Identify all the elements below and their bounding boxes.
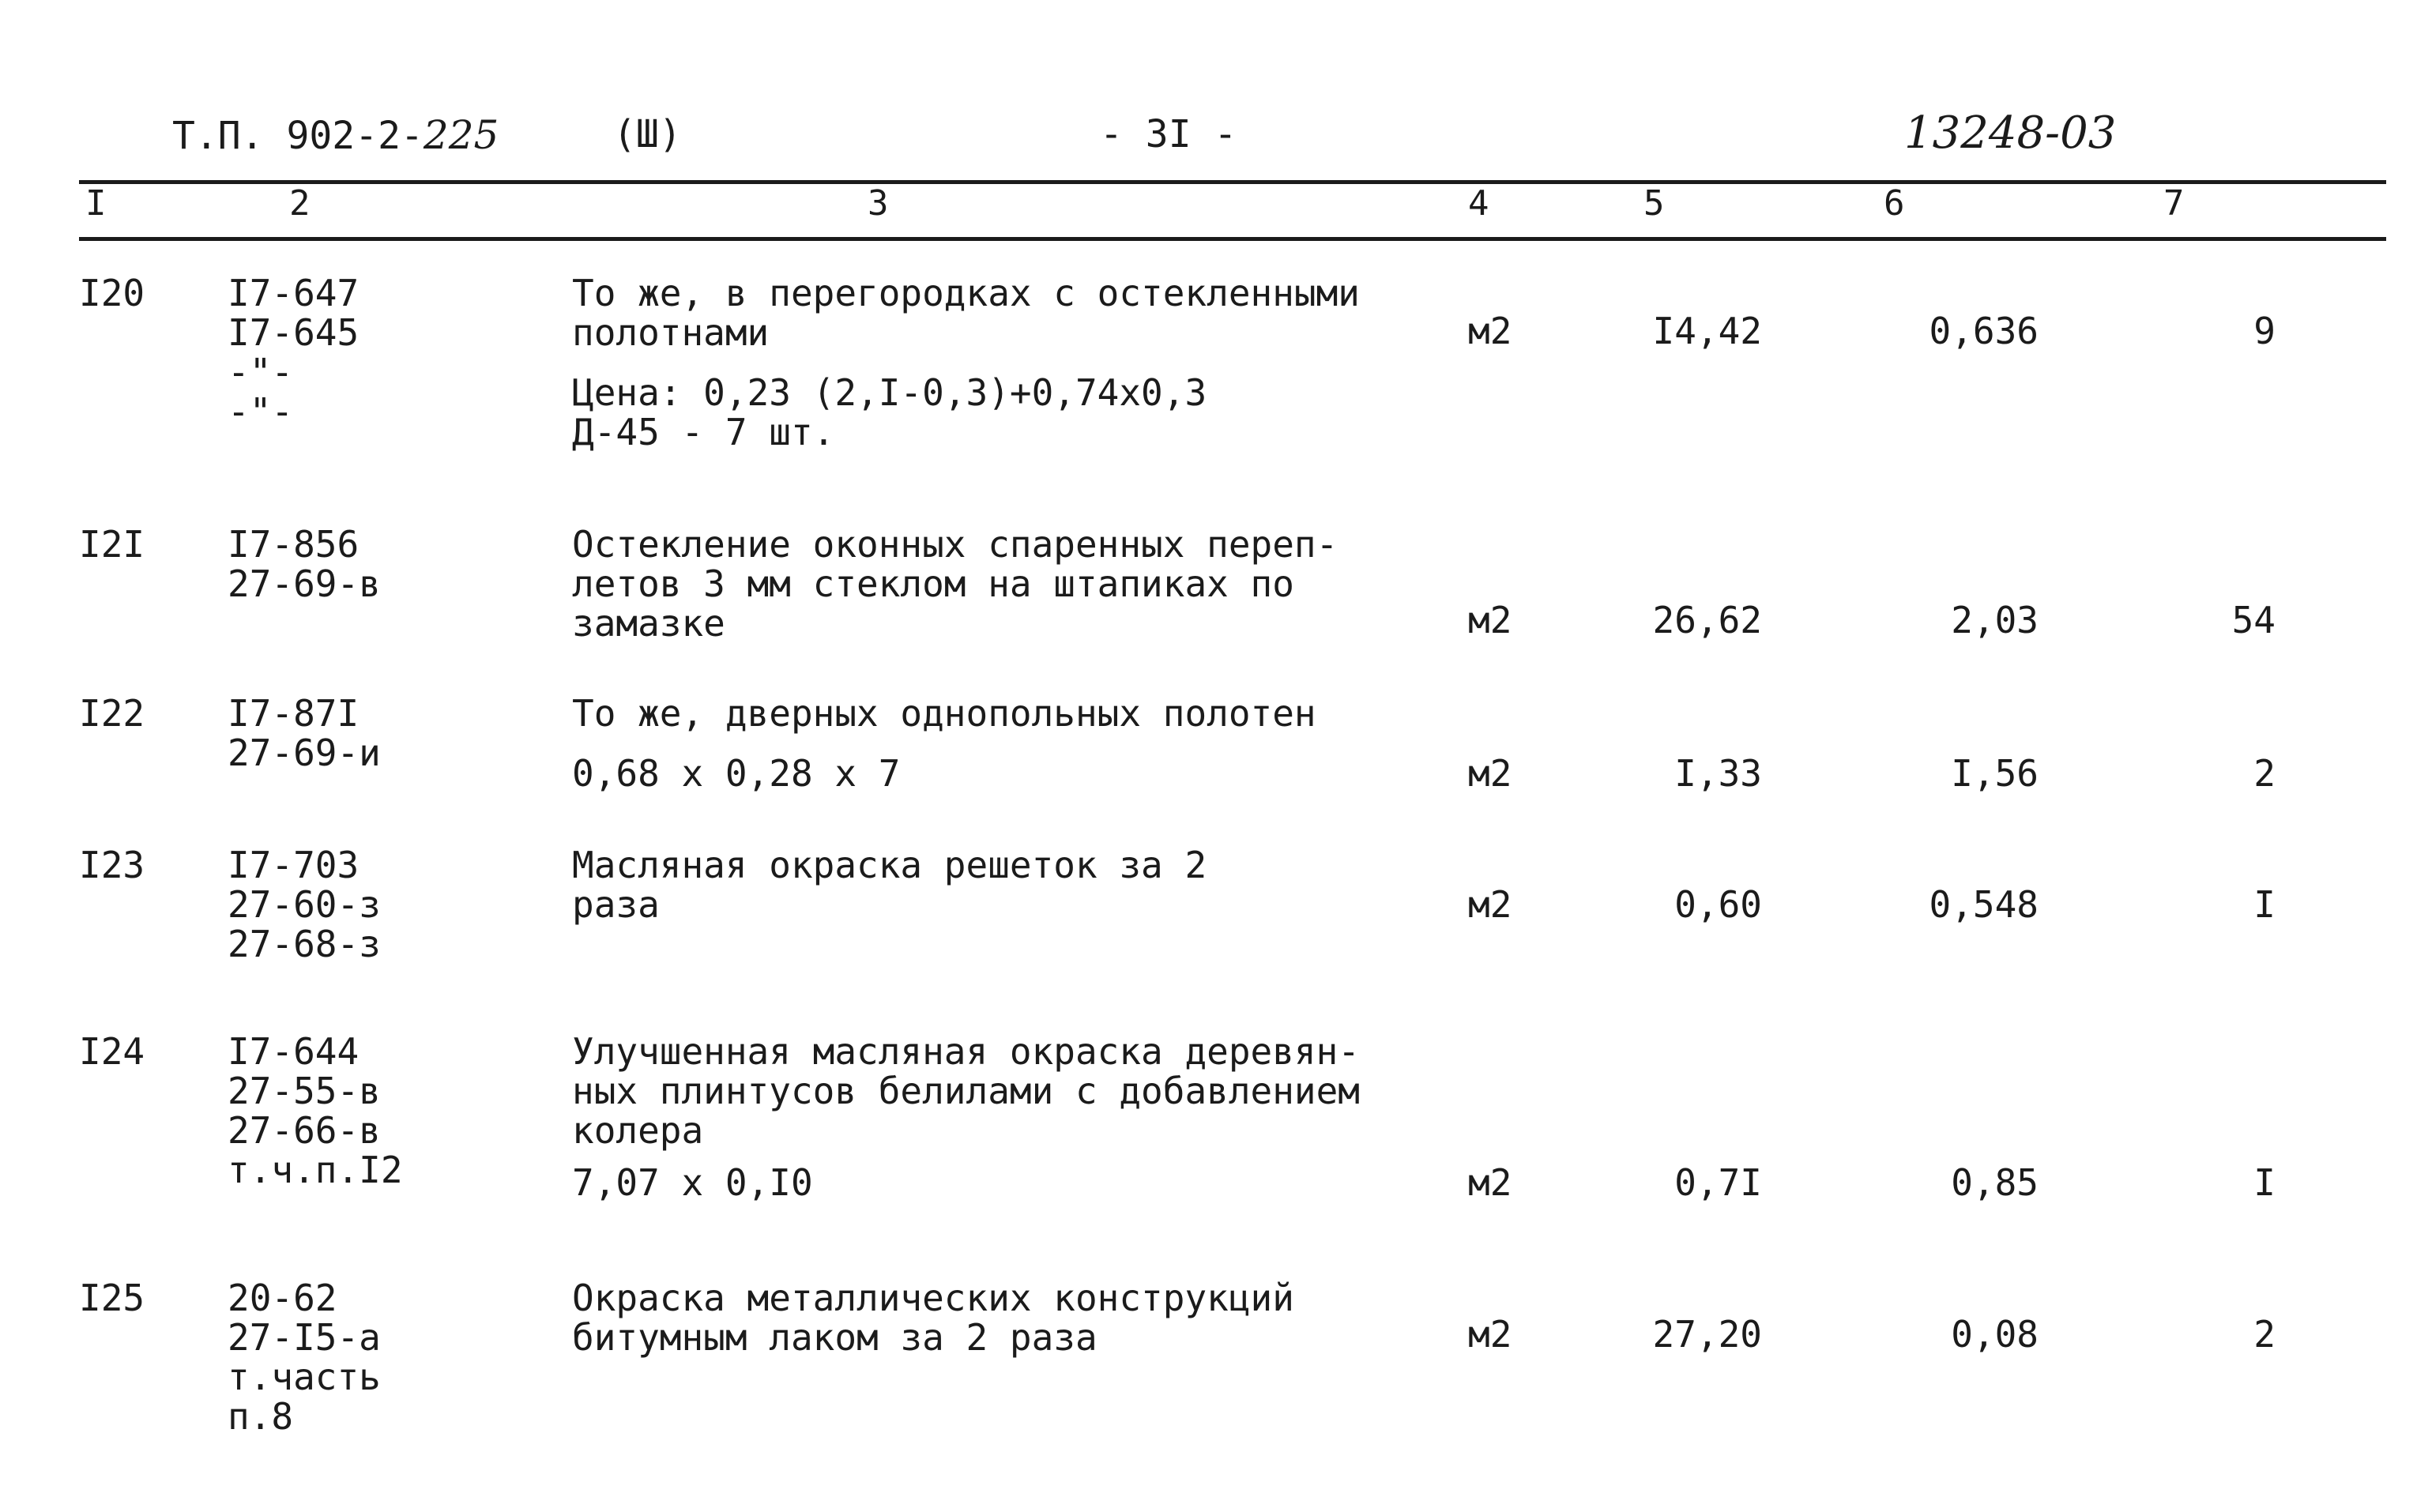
row-number: I23 bbox=[79, 844, 145, 886]
row-codes bbox=[228, 1278, 381, 1436]
calculation-line: 7,07 х 0,I0 bbox=[572, 1161, 813, 1204]
row-unit-price: 0,85 bbox=[1951, 1161, 2039, 1204]
row-codes bbox=[228, 845, 381, 964]
row-codes bbox=[228, 694, 381, 773]
code-line: 27-69-и bbox=[228, 732, 381, 774]
calculation-line: Цена: 0,23 (2,I-0,3)+0,74х0,3 bbox=[572, 371, 1207, 414]
page-number: - 3I - bbox=[1100, 112, 1237, 156]
code-line: I7-645 bbox=[228, 311, 360, 354]
header-rule-top bbox=[79, 180, 2386, 184]
row-number: I2I bbox=[79, 523, 145, 566]
description-line: раза bbox=[572, 883, 660, 926]
row-unit: м2 bbox=[1468, 1161, 1512, 1204]
volume-label: (Ш) bbox=[613, 112, 682, 156]
code-line: I7-856 bbox=[228, 523, 360, 566]
code-line: 27-66-в bbox=[228, 1109, 381, 1152]
row-unit: м2 bbox=[1468, 883, 1512, 926]
row-unit: м2 bbox=[1468, 1313, 1512, 1356]
row-unit: м2 bbox=[1468, 310, 1512, 352]
column-header-1: I bbox=[85, 183, 107, 224]
description-line: То же, дверных однопольных полотен bbox=[572, 692, 1316, 735]
row-quantity: I4,42 bbox=[1652, 310, 1762, 352]
description-line: Улучшенная масляная окраска деревян- bbox=[572, 1030, 1360, 1073]
code-line: I7-647 bbox=[228, 272, 360, 314]
description-line: полотнами bbox=[572, 311, 770, 354]
code-line: 20-62 bbox=[228, 1277, 337, 1319]
row-quantity: I,33 bbox=[1674, 752, 1762, 795]
row-codes bbox=[228, 1032, 403, 1190]
description-line: колера bbox=[572, 1109, 704, 1152]
description-line: ных плинтусов белилами с добавлением bbox=[572, 1070, 1360, 1112]
row-unit-price: 2,03 bbox=[1951, 599, 2039, 641]
row-codes bbox=[228, 273, 359, 431]
calculation-line: 0,68 х 0,28 х 7 bbox=[572, 752, 901, 795]
row-unit-price: 0,08 bbox=[1951, 1313, 2039, 1356]
calculation-line: Д-45 - 7 шт. bbox=[572, 411, 835, 453]
row-number: I22 bbox=[79, 692, 145, 735]
document-code-printed: Т.П. 902-2- bbox=[172, 114, 424, 158]
description-line: летов 3 мм стеклом на штапиках по bbox=[572, 562, 1294, 605]
row-total: 2 bbox=[2253, 752, 2276, 795]
code-line: т.часть bbox=[228, 1356, 381, 1398]
row-quantity: 0,60 bbox=[1674, 883, 1762, 926]
document-code-handwritten: 225 bbox=[423, 112, 499, 158]
code-line: I7-87I bbox=[228, 692, 360, 735]
code-line: 27-I5-а bbox=[228, 1316, 381, 1359]
column-header-2: 2 bbox=[289, 183, 311, 224]
code-line: I7-703 bbox=[228, 844, 360, 886]
row-total: I bbox=[2253, 1161, 2276, 1204]
row-unit: м2 bbox=[1468, 599, 1512, 641]
archive-number: 13248-03 bbox=[1904, 107, 2117, 159]
description-line: Окраска металлических конструкций bbox=[572, 1277, 1294, 1319]
row-codes bbox=[228, 525, 381, 604]
row-total: 9 bbox=[2253, 310, 2276, 352]
code-line: 27-55-в bbox=[228, 1070, 381, 1112]
row-description bbox=[572, 845, 1207, 924]
row-unit-price: 0,548 bbox=[1929, 883, 2039, 926]
column-header-4: 4 bbox=[1468, 183, 1489, 224]
code-line: 27-60-з bbox=[228, 883, 381, 926]
description-line: Остекление оконных спаренных переп- bbox=[572, 523, 1338, 566]
row-quantity: 27,20 bbox=[1652, 1313, 1762, 1356]
row-description bbox=[572, 694, 1316, 793]
row-number: I25 bbox=[79, 1277, 145, 1319]
row-description bbox=[572, 1278, 1294, 1357]
code-line: -"- bbox=[228, 390, 294, 433]
description-line: То же, в перегородках с остекленными bbox=[572, 272, 1360, 314]
row-total: 54 bbox=[2231, 599, 2276, 641]
column-header-7: 7 bbox=[2163, 183, 2185, 224]
row-description bbox=[572, 525, 1338, 643]
row-quantity: 26,62 bbox=[1652, 599, 1762, 641]
description-line: Масляная окраска решеток за 2 bbox=[572, 844, 1207, 886]
description-line: замазке bbox=[572, 602, 725, 645]
row-unit: м2 bbox=[1468, 752, 1512, 795]
column-header-6: 6 bbox=[1884, 183, 1905, 224]
row-description bbox=[572, 1032, 1360, 1202]
code-line: п.8 bbox=[228, 1395, 294, 1438]
row-total: 2 bbox=[2253, 1313, 2276, 1356]
description-line: битумным лаком за 2 раза bbox=[572, 1316, 1097, 1359]
code-line: I7-644 bbox=[228, 1030, 360, 1073]
row-description bbox=[572, 273, 1360, 452]
document-code bbox=[172, 112, 499, 158]
row-unit-price: I,56 bbox=[1951, 752, 2039, 795]
column-header-5: 5 bbox=[1643, 183, 1665, 224]
code-line: т.ч.п.I2 bbox=[228, 1149, 403, 1191]
code-line: -"- bbox=[228, 351, 294, 393]
row-unit-price: 0,636 bbox=[1929, 310, 2039, 352]
row-total: I bbox=[2253, 883, 2276, 926]
code-line: 27-69-в bbox=[228, 562, 381, 605]
row-number: I24 bbox=[79, 1030, 145, 1073]
code-line: 27-68-з bbox=[228, 923, 381, 965]
column-header-3: 3 bbox=[868, 183, 889, 224]
row-number: I20 bbox=[79, 272, 145, 314]
row-quantity: 0,7I bbox=[1674, 1161, 1762, 1204]
header-rule-bottom bbox=[79, 237, 2386, 241]
